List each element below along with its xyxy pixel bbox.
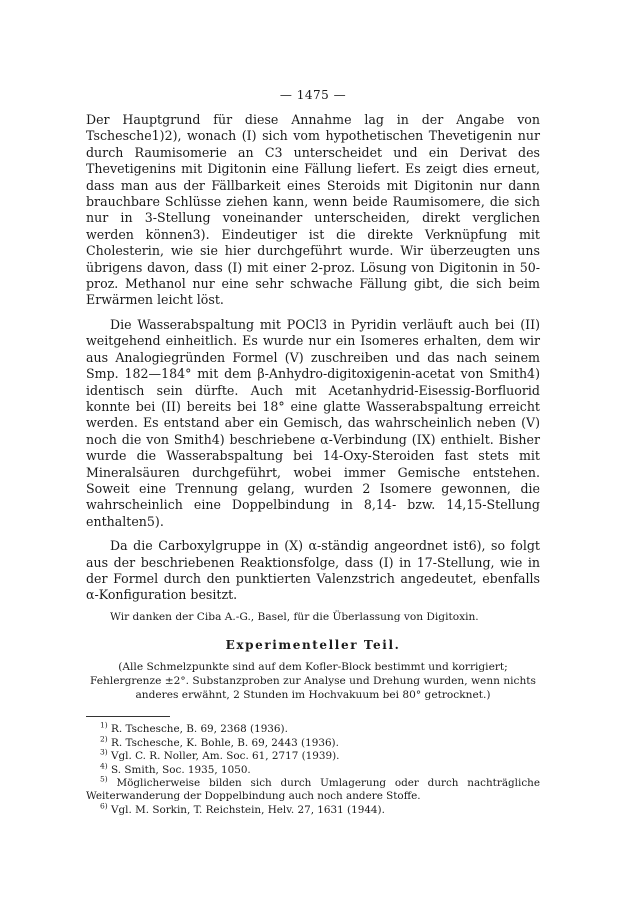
paragraph-1: Der Hauptgrund für diese Annahme lag in der Angabe von Tschesche1)2), wonach (I) sich vom hypothetischen Thevetigenin nur durch Raumisomerie an C3 unterscheidet und ein Derivat des Thevetigenins mit Digitonin eine Fällung liefert. Es zeigt dies erneut, dass man aus der Fällbarkeit eines Steroids mit Digitonin nur dann brauchbare Schlüsse ziehen kann, wenn beide Raumisomere, die sich nur in 3-Stellung voneinander unterscheiden, direkt verglichen werden können3). Eindeutiger ist die direkte Verknüpfung mit Cholesterin, wie sie hier durchgeführt wurde. Wir überzeugten uns übrigens davon, dass (I) mit einer 2-proz. Lösung von Digitonin in 50-proz. Methanol nur eine sehr schwache Fällung gibt, die sich beim Erwärmen leicht löst.	[86, 112, 540, 308]
footnote-text: S. Smith, Soc. 1935, 1050.	[111, 763, 251, 776]
footnote-mark: 4)	[100, 761, 108, 771]
footnote	[86, 720, 540, 736]
footnote-mark: 2)	[100, 734, 108, 744]
footnote	[86, 747, 540, 763]
footnote-text: Möglicherweise bilden sich durch Umlagerung oder durch nachträgliche Weiterwanderung der Doppelbindung auch noch andere Stoffe.	[86, 776, 540, 803]
page	[86, 88, 540, 817]
footnote	[86, 774, 540, 804]
footnote-mark: 6)	[100, 801, 108, 811]
footnote-mark: 5)	[100, 774, 108, 784]
footnote	[86, 761, 540, 777]
page-number: — 1475 —	[279, 88, 347, 102]
acknowledgement: Wir danken der Ciba A.-G., Basel, für die Überlassung von Digitoxin.	[110, 610, 479, 623]
paragraph-3: Da die Carboxylgruppe in (X) α-ständig angeordnet ist6), so folgt aus der beschriebenen Reaktionsfolge, dass (I) in 17-Stellung, wie in der Formel durch den punktierten Valenzstrich angedeutet, ebenfalls α-Konfiguration besitzt.	[86, 538, 540, 603]
footnote-divider	[86, 716, 170, 717]
paragraph-2: Die Wasserabspaltung mit POCl3 in Pyridin verläuft auch bei (II) weitgehend einheitlich. Es wurde nur ein Isomeres erhalten, dem wir aus Analogiegründen Formel (V) zuschreiben und das nach seinem Smp. 182—184° mit dem β-Anhydro-digitoxigenin-acetat von Smith4) identisch sein dürfte. Auch mit Acetanhydrid-Eisessig-Borfluorid konnte bei (II) bereits bei 18° eine glatte Wasserabspaltung erreicht werden. Es entstand aber ein Gemisch, das wahrscheinlich neben (V) noch die von Smith4) beschriebene α-Verbindung (IX) enthielt. Bisher wurde die Wasserabspaltung bei 14-Oxy-Steroiden fast stets mit Mineralsäuren durchgeführt, wobei immer Gemische entstehen. Soweit eine Trennung gelang, wurden 2 Isomere gewonnen, die wahrscheinlich eine Doppelbindung in 8,14- bzw. 14,15-Stellung enthalten5).	[86, 316, 540, 529]
footnote-text: Vgl. C. R. Noller, Am. Soc. 61, 2717 (1939).	[111, 750, 340, 763]
footnote-text: R. Tschesche, K. Bohle, B. 69, 2443 (1936).	[111, 736, 339, 749]
footnote	[86, 801, 540, 817]
footnote-text: R. Tschesche, B. 69, 2368 (1936).	[111, 723, 288, 736]
footnote-mark: 3)	[100, 747, 108, 757]
footnote-mark: 1)	[100, 720, 108, 730]
footnotes	[86, 720, 540, 817]
footnote-text: Vgl. M. Sorkin, T. Reichstein, Helv. 27, 1631 (1944).	[111, 803, 385, 816]
experimental-note: (Alle Schmelzpunkte sind auf dem Kofler-Block bestimmt und korrigiert; Fehlergrenze ±2°. Substanzproben zur Analyse und Drehung wurden, wenn nichts anderes erwähnt, 2 Stunden im Hochvakuum bei 80° getrocknet.)	[89, 661, 536, 702]
footnote	[86, 734, 540, 750]
section-title: Experimenteller Teil.	[225, 638, 401, 653]
